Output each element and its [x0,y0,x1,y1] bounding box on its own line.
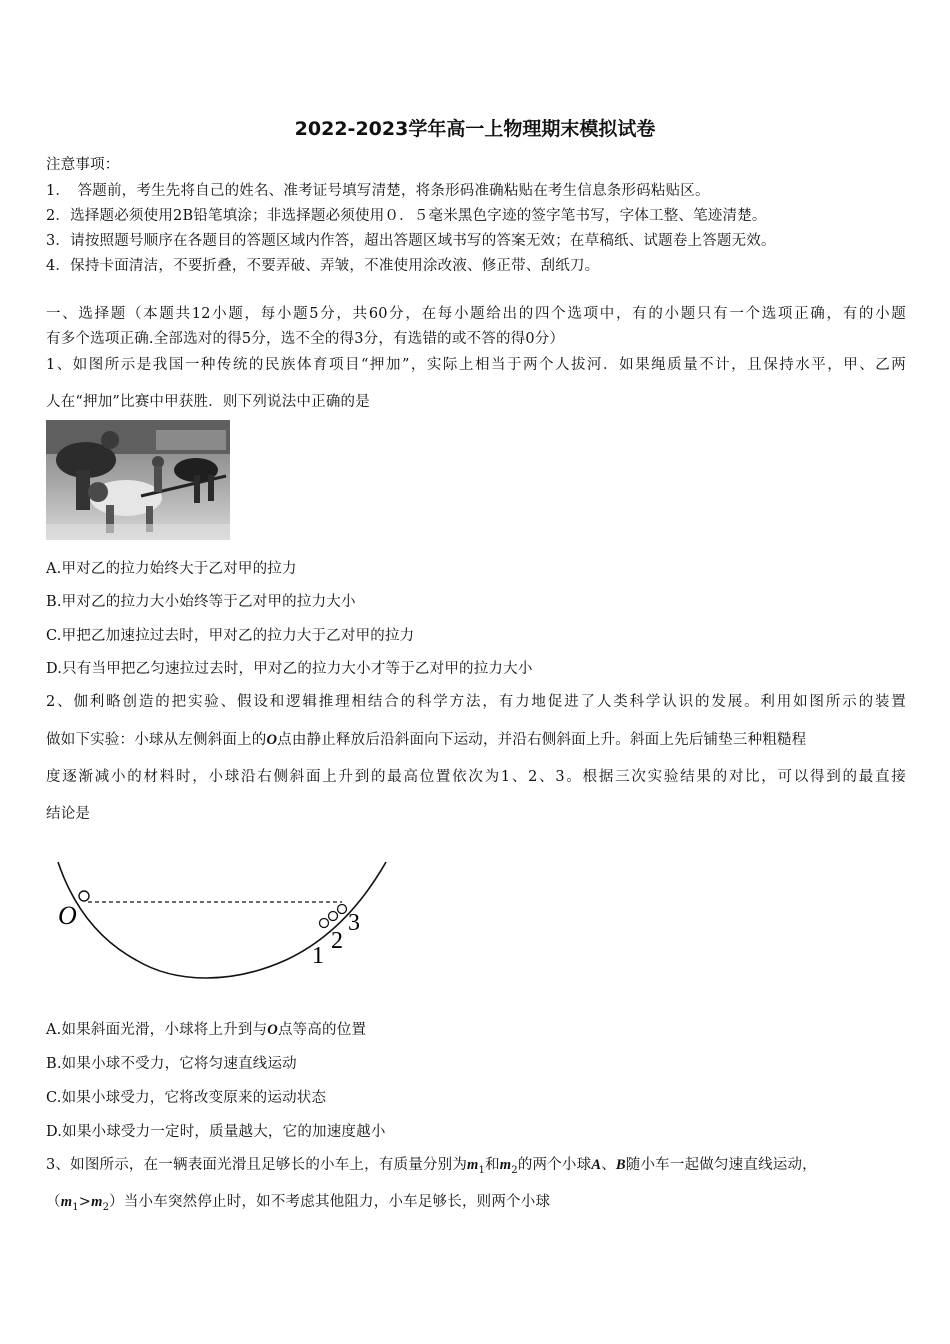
question-1-stem: 1、如图所示是我国一种传统的民族体育项目“押加”，实际上相当于两个人拔河．如果绳质量不计，且保持水平，甲、乙两 [46,357,906,373]
question-2-stem-cont: 度逐渐减小的材料时，小球沿右侧斜面上升到的最高位置依次为1、2、3。根据三次实验结果的对比，可以得到的最直接 [46,769,906,785]
notice-heading: 注意事项： [46,157,120,173]
question-2-stem-cont: 结论是 [46,806,91,822]
section-instructions-cont: 有多个选项正确.全部选对的得5分，选不全的得3分，有选错的或不答的得0分） [46,331,565,347]
question-2-option-c: C.如果小球受力，它将改变原来的运动状态 [46,1090,327,1106]
yajia-photo [46,420,230,540]
question-1-option-d: D.只有当甲把乙匀速拉过去时，甲对乙的拉力大小才等于乙对甲的拉力大小 [46,661,533,677]
ball-at-o [79,891,89,901]
question-1-stem-cont: 人在“押加”比赛中甲获胜．则下列说法中正确的是 [46,394,370,410]
question-1-option-b: B.甲对乙的拉力大小始终等于乙对甲的拉力大小 [46,594,356,610]
question-2-stem: 2、伽利略创造的把实验、假设和逻辑推理相结合的科学方法，有力地促进了人类科学认识的发展。利用如图所示的装置 [46,694,906,710]
label-3: 3 [348,910,360,936]
label-o: O [58,901,77,930]
page-title: 2022-2023学年高一上物理期末模拟试卷 [294,118,656,140]
ball-position-1 [320,919,329,928]
question-3-stem: 3、如图所示，在一辆表面光滑且足够长的小车上，有质量分别为$m_1$和$m_2$的两个小球A、B随小车一起做匀速直线运动， [46,1157,817,1176]
notice-item: 2．选择题必须使用2B铅笔填涂；非选择题必须使用０．５毫米黑色字迹的签字笔书写，字体工整、笔迹清楚。 [46,208,767,224]
question-2-option-b: B.如果小球不受力，它将匀速直线运动 [46,1056,297,1072]
label-2: 2 [331,928,343,954]
question-1-option-a: A.甲对乙的拉力始终大于乙对甲的拉力 [46,561,297,577]
notice-item: 1． 答题前，考生先将自己的姓名、准考证号填写清楚，将条形码准确粘贴在考生信息条形码粘贴区。 [46,183,710,199]
label-1: 1 [312,943,324,969]
curved-track [58,862,386,978]
question-2-option-a: A.如果斜面光滑，小球将上升到与O点等高的位置 [46,1022,367,1038]
question-1-option-c: C.甲把乙加速拉过去时，甲对乙的拉力大于乙对甲的拉力 [46,628,415,644]
section-instructions: 一、选择题（本题共12小题，每小题5分，共60分，在每小题给出的四个选项中，有的小题只有一个选项正确，有的小题 [46,306,906,322]
ball-position-2 [329,912,338,921]
question-3-stem-cont: $(m_1>m_2)$当小车突然停止时，如不考虑其他阻力，小车足够长，则两个小球 [46,1194,551,1213]
ball-position-3 [338,905,347,914]
incline-diagram [46,850,406,1000]
notice-item: 3．请按照题号顺序在各题目的答题区域内作答，超出答题区域书写的答案无效；在草稿纸、试题卷上答题无效。 [46,233,776,249]
question-2-stem-cont: 做如下实验：小球从左侧斜面上的O点由静止释放后沿斜面向下运动，并沿右侧斜面上升。斜面上先后铺垫三种粗糙程 [46,732,807,748]
question-2-option-d: D.如果小球受力一定时，质量越大，它的加速度越小 [46,1124,386,1140]
notice-item: 4．保持卡面清洁，不要折叠，不要弄破、弄皱，不准使用涂改液、修正带、刮纸刀。 [46,258,600,274]
